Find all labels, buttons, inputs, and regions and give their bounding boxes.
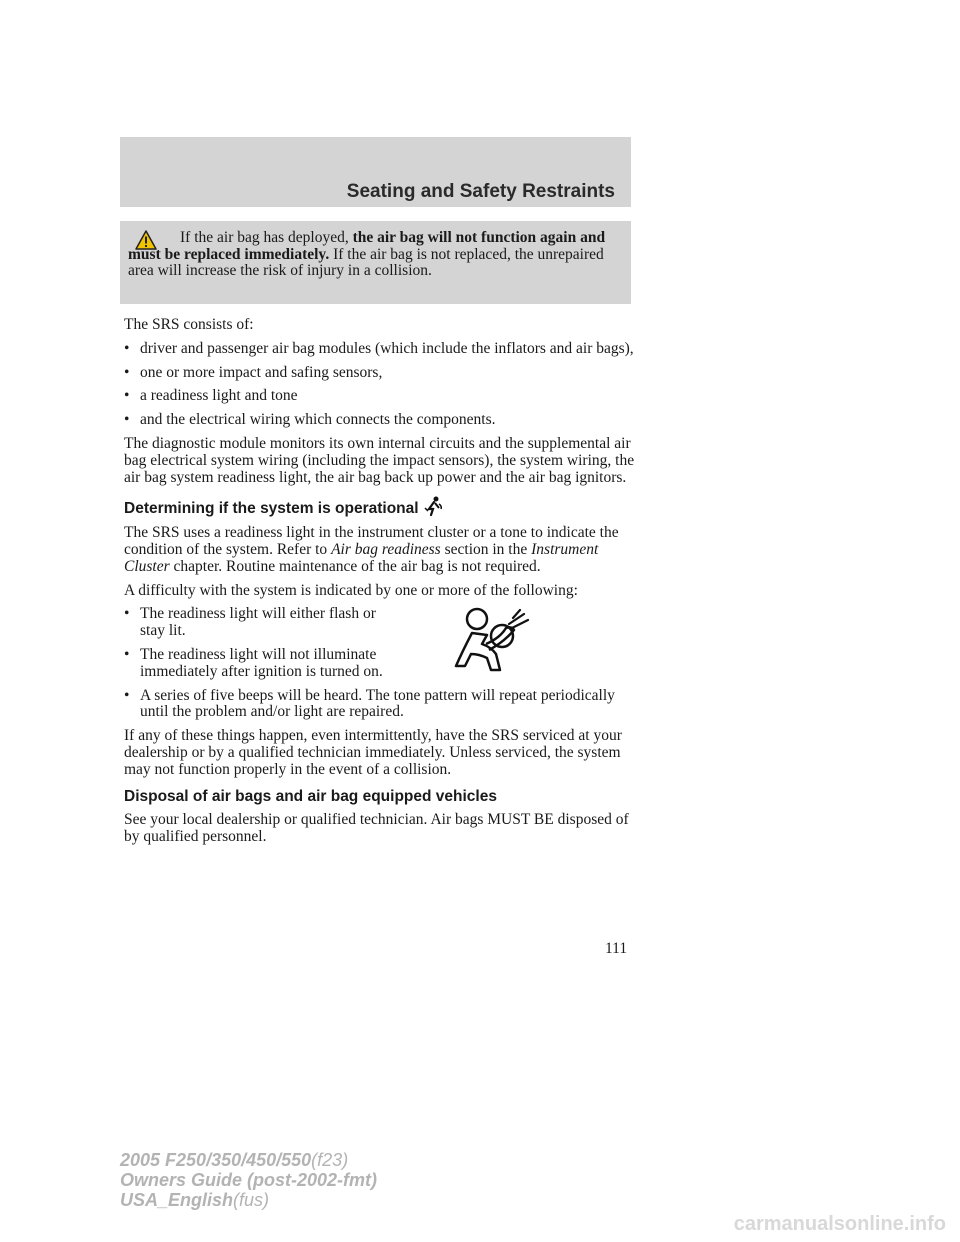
list-item: • a readiness light and tone bbox=[124, 387, 298, 405]
ref-airbag-readiness: Air bag readiness bbox=[331, 540, 441, 558]
service-paragraph: If any of these things happen, even intermittently, have the SRS serviced at your dealership or by a qualified technician immediately. Unless serviced, the system may not function properly in the event of a collision. bbox=[124, 727, 622, 778]
heading-operational: Determining if the system is operational bbox=[124, 496, 636, 518]
warning-lead: If the air bag has deployed, bbox=[180, 229, 349, 246]
document-footer bbox=[120, 1150, 377, 1210]
difficulty-list bbox=[124, 606, 636, 680]
list-item: • The readiness light will either flash or stay lit. bbox=[124, 605, 376, 640]
airbag-readiness-light-icon bbox=[446, 606, 536, 676]
warning-text bbox=[128, 230, 626, 280]
page-number: 111 bbox=[605, 940, 628, 957]
watermark: carmanualsonline.info bbox=[733, 1213, 946, 1235]
diagnostic-paragraph: The diagnostic module monitors its own internal circuits and the supplemental air bag electrical system wiring (including the impact sensors), the system wiring, the air bag system readiness light, the air bag back up power and the air bag ignitors. bbox=[124, 434, 635, 486]
difficulty-paragraph: A difficulty with the system is indicated by one or more of the following: bbox=[124, 581, 578, 599]
srs-intro: The SRS consists of: bbox=[124, 316, 254, 333]
list-item: • A series of five beeps will be heard. The tone pattern will repeat periodically until the problem and/or light are repaired. bbox=[124, 686, 615, 721]
ref-instrument-cluster: Instrument Cluster bbox=[124, 540, 599, 575]
main-content bbox=[124, 317, 636, 853]
list-item: • and the electrical wiring which connects the components. bbox=[124, 411, 496, 429]
warning-box bbox=[120, 221, 631, 304]
list-item: • one or more impact and safing sensors, bbox=[124, 363, 383, 381]
section-title: Seating and Safety Restraints bbox=[346, 181, 615, 202]
header-band bbox=[120, 137, 631, 207]
list-item: • The readiness light will not illuminate immediately after ignition is turned on. bbox=[124, 645, 383, 680]
airbag-occupant-icon bbox=[423, 496, 445, 516]
list-item: • driver and passenger air bag modules (which include the inflators and air bags), bbox=[124, 339, 634, 357]
operational-paragraph: The SRS uses a readiness light in the instrument cluster or a tone to indicate the condition of the system. Refer to Air bag readiness section in the Instrument Cluster chapter. Routine maintenance of the air bag is not required. bbox=[124, 524, 619, 575]
srs-list bbox=[124, 341, 636, 429]
footer-line-2: Owners Guide (post-2002-fmt) bbox=[120, 1170, 378, 1190]
disposal-paragraph: See your local dealership or qualified technician. Air bags MUST BE disposed of by qualified personnel. bbox=[124, 811, 629, 846]
difficulty-list-cont bbox=[124, 688, 636, 722]
warning-rest: If the air bag is not replaced, the unrepaired area will increase the risk of injury in a collision. bbox=[128, 245, 604, 279]
warning-bold: the air bag will not function again and must be replaced immediately. bbox=[128, 229, 606, 263]
footer-line-3: USA_English(fus) bbox=[120, 1190, 270, 1210]
heading-disposal: Disposal of air bags and air bag equipped vehicles bbox=[124, 787, 497, 805]
footer-line-1: 2005 F250/350/450/550(f23) bbox=[120, 1150, 349, 1170]
readiness-block bbox=[124, 606, 636, 680]
